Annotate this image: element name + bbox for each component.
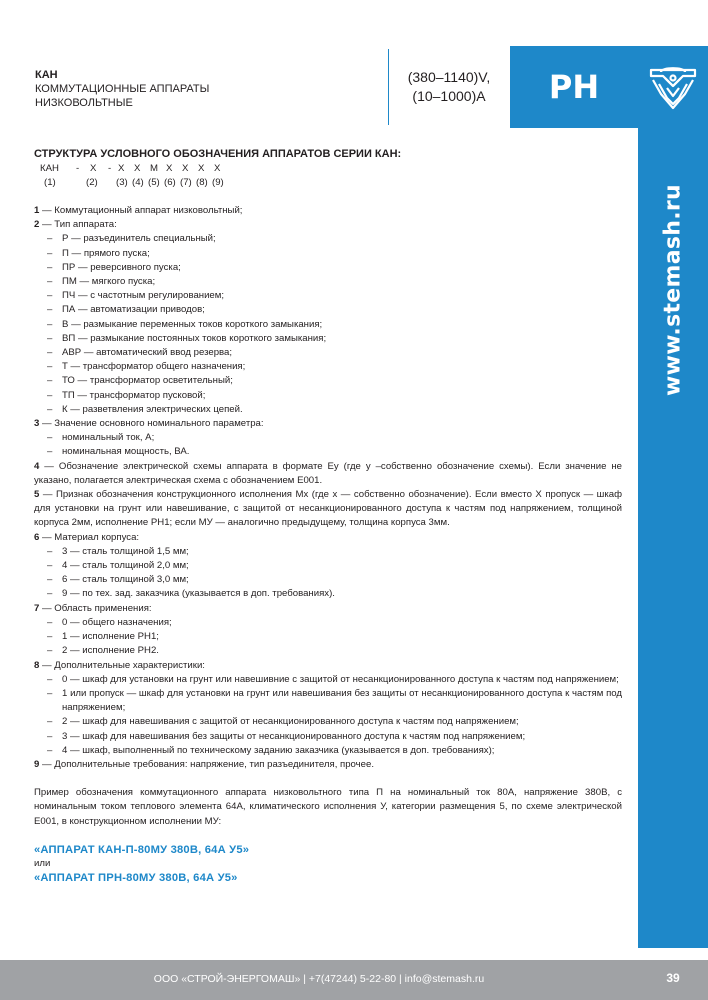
designation-item [34,218,622,232]
item-option: – 3 — сталь толщиной 1,5 мм; [34,545,622,559]
item-number: 4 [34,460,40,472]
code-symbol: М [150,163,158,174]
item-option: – ПМ — мягкого пуска; [34,275,622,289]
code-position-number: (9) [212,177,224,188]
item-option: – 3 — шкаф для навешивания без защиты от несанкционированного доступа к частям под напряжением; [34,730,622,744]
code-symbol: - [108,163,112,174]
code-position-number: (4) [132,177,144,188]
designation-item [34,659,622,673]
example-designation-2: «АППАРАТ ПРН-80МУ 380В, 64А У5» [34,871,238,884]
code-position-number: (1) [44,177,56,188]
code-position-number: (5) [148,177,160,188]
category-name-line2: НИЗКОВОЛЬТНЫЕ [35,97,133,109]
item-number: 2 [34,219,40,231]
page-footer [0,960,708,1000]
designation-items [34,204,622,772]
item-text: — Обозначение электрической схемы аппарата в формате Еу (где у –собственно обозначение схемы). Если значение не указано, полагается электрическая схема с обозначением Е001. [34,460,622,486]
item-option: – 2 — исполнение РН2. [34,644,622,658]
item-option: – В — размыкание переменных токов короткого замыкания; [34,318,622,332]
item-option: – ТП — трансформатор пусковой; [34,389,622,403]
item-text: — Область применения: [39,602,152,614]
code-symbol: Х [214,163,221,174]
designation-item [34,204,622,218]
designation-code [34,162,622,176]
code-position-number: (8) [196,177,208,188]
designation-item [34,531,622,545]
code-position-number: (7) [180,177,192,188]
item-number: 8 [34,659,40,671]
item-option: – Р — разъединитель специальный; [34,232,622,246]
designation-item [34,602,622,616]
item-option: – 0 — шкаф для установки на грунт или навешивние с защитой от несанкционированного доступа к частям под напряжением; [34,673,622,687]
item-number: 1 [34,205,40,216]
item-number: 3 [34,418,40,430]
code-symbol: Х [182,163,189,174]
item-option: – ПА — автоматизации приводов; [34,303,622,317]
code-position-number: (2) [86,177,98,188]
example-designation-1: «АППАРАТ КАН-П-80МУ 380В, 64А У5» [34,843,250,856]
item-number: 5 [34,489,40,501]
spec-current: (10–1000)A [412,88,486,104]
item-number: 9 [34,758,40,770]
code-symbol: Х [118,163,125,174]
item-text: — Тип аппарата: [39,219,117,231]
code-symbol: Х [198,163,205,174]
code-position-number: (6) [164,177,176,188]
item-text: — Материал корпуса: [39,531,140,543]
item-option: – номинальный ток, А; [34,431,622,445]
item-option: – Т — трансформатор общего назначения; [34,360,622,374]
product-category [35,68,345,110]
page-number: 39 [666,971,680,985]
item-option: – П — прямого пуска; [34,247,622,261]
designation-code-positions [34,176,622,190]
code-symbol: КАН [40,163,59,174]
website-url[interactable]: www.stemash.ru [660,183,686,397]
series-badge [510,46,638,128]
item-option: – 1 — исполнение РН1; [34,630,622,644]
item-option: – 6 — сталь толщиной 3,0 мм; [34,573,622,587]
item-option: – 1 или пропуск — шкаф для установки на грунт или навешивания без защиты от несанкционированного доступа к частям под напряжением; [34,687,622,715]
page-header [0,46,638,128]
example-description: Пример обозначения коммутационного аппарата низковольтного типа П на номинальный ток 80А, напряжение 380В, с номинальным током теплового элемента 64А, климатического исполнения У, категории размещения 5, по схеме электрической Е001, в конструкционном исполнении МУ: [34,787,622,827]
item-option: – 9 — по тех. зад. заказчика (указывается в доп. требованиях). [34,587,622,601]
item-option: – 2 — шкаф для навешивания с защитой от несанкционированного доступа к частям под напряжением; [34,715,622,729]
item-option: – 0 — общего назначения; [34,616,622,630]
designation-item [34,758,622,772]
item-option: – ВП — размыкание постоянных токов короткого замыкания; [34,332,622,346]
designation-item [34,460,622,488]
code-symbol: Х [134,163,141,174]
series-code: РН [548,68,600,106]
designation-item [34,417,622,431]
item-number: 6 [34,531,40,543]
code-symbol: Х [90,163,97,174]
category-name-line1: КОММУТАЦИОННЫЕ АППАРАТЫ [35,83,210,95]
product-specs [389,68,509,106]
item-option: – 4 — шкаф, выполненный по техническому заданию заказчика (указывается в доп. требованиях); [34,744,622,758]
company-logo-icon [647,64,699,114]
item-text: — Дополнительные требования: напряжение, тип разъединителя, прочее. [39,758,375,770]
section-title: СТРУКТУРА УСЛОВНОГО ОБОЗНАЧЕНИЯ АППАРАТОВ СЕРИИ КАН: [34,148,402,160]
main-content [34,147,622,885]
item-option: – ПР — реверсивного пуска; [34,261,622,275]
item-option: – номинальная мощность, ВА. [34,445,622,459]
item-text: — Признак обозначения конструкционного исполнения Мх (где х — собственно обозначение). Если вместо Х пропуск — шкаф для установки на грунт или навешивание, с защитой от несанкционированного доступа к частям под напряжением, толщиной корпуса 2мм, исполнение РН1; если МУ — аналогично предыдущему, толщина корпуса 3мм. [34,489,622,529]
item-text: — Дополнительные характеристики: [39,659,205,671]
item-option: – АВР — автоматический ввод резерва; [34,346,622,360]
code-symbol: - [76,163,80,174]
item-option: – ПЧ — с частотным регулированием; [34,289,622,303]
item-option: – 4 — сталь толщиной 2,0 мм; [34,559,622,573]
or-text: или [34,857,51,869]
code-symbol: Х [166,163,173,174]
footer-contacts: ООО «СТРОЙ-ЭНЕРГОМАШ» | +7(47244) 5-22-80 | info@stemash.ru [153,973,485,985]
item-option: – К — разветвления электрических цепей. [34,403,622,417]
item-number: 7 [34,602,40,614]
category-code: КАН [35,69,58,81]
sidebar [638,46,708,948]
code-position-number: (3) [116,177,128,188]
item-option: – ТО — трансформатор осветительный; [34,374,622,388]
designation-item [34,488,622,531]
spec-voltage: (380–1140)V, [407,69,491,85]
item-text: — Коммутационный аппарат низковольтный; [39,205,243,216]
item-text: — Значение основного номинального параметра: [39,418,264,430]
